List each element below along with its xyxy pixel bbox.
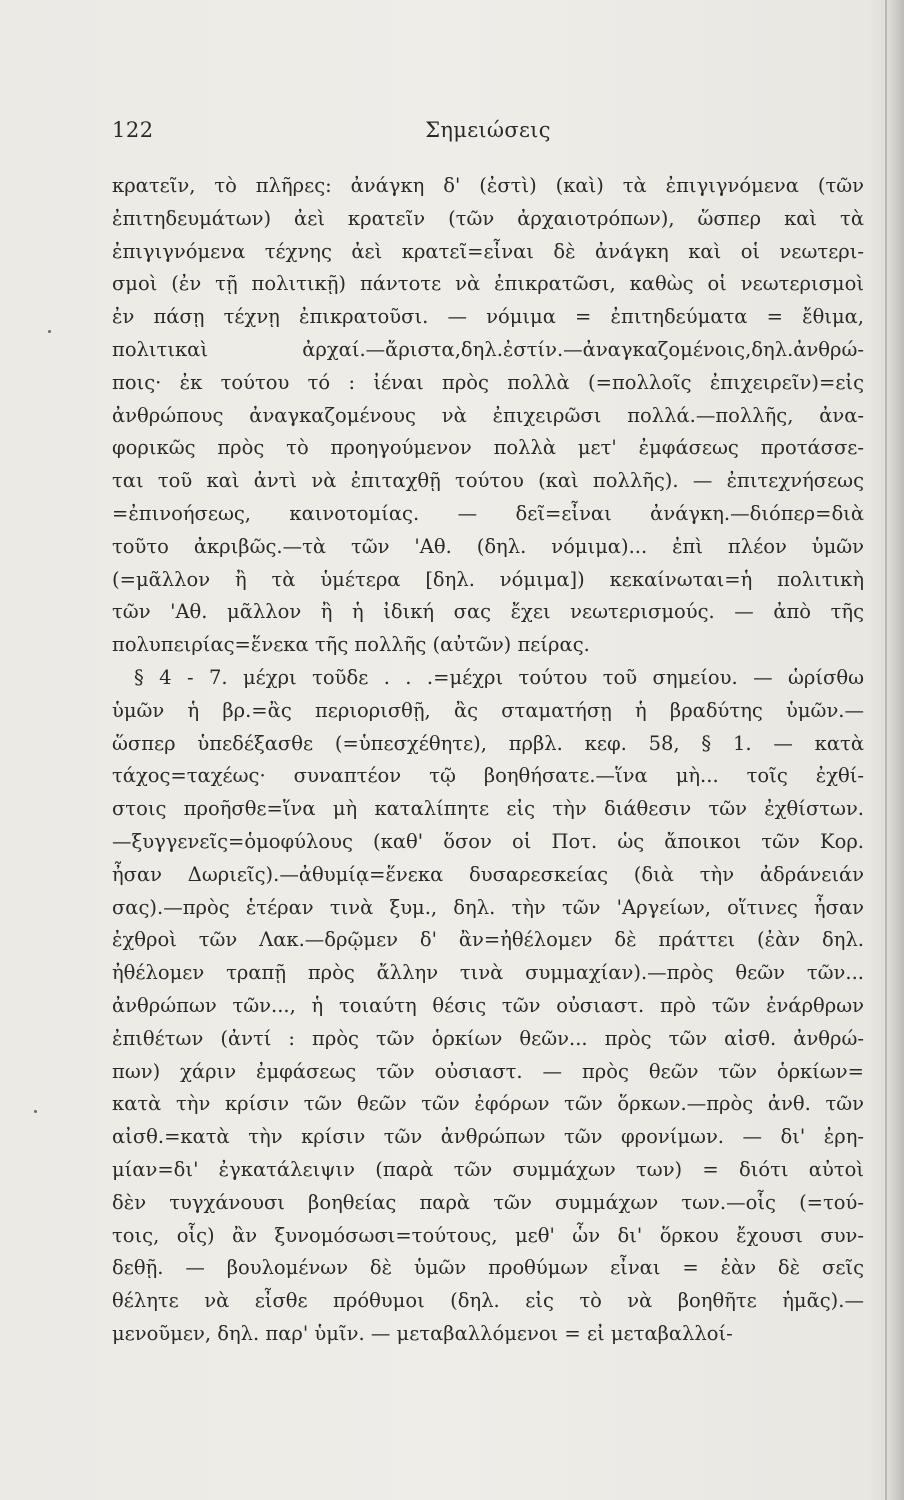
text-line: κατὰ τὴν κρίσιν τῶν θεῶν τῶν ἐφόρων τῶν ὅρκων.—πρὸς ἀνθ. τῶν: [112, 1092, 864, 1116]
text-line: φορικῶς πρὸς τὸ προηγούμενον πολλὰ μετ' ἐμφάσεως προτάσσε-: [112, 436, 864, 460]
text-line: πων) χάριν ἐμφάσεως τῶν οὐσιαστ. — πρὸς θεῶν τῶν ὁρκίων=: [112, 1059, 864, 1083]
text-line: μίαν=δι' ἐγκατάλειψιν (παρὰ τῶν συμμάχων των) = διότι αὐτοὶ: [112, 1157, 864, 1181]
text-line: ἐν πάσῃ τέχνῃ ἐπικρατοῦσι. — νόμιμα = ἐπιτηδεύματα = ἔθιμα,: [112, 305, 864, 329]
text-line: τοῦτο ἀκριβῶς.—τὰ τῶν 'Αθ. (δηλ. νόμιμα)... ἐπὶ πλέον ὑμῶν: [112, 534, 864, 558]
print-speck: [48, 330, 51, 333]
text-line: ἐπιγιγνόμενα τέχνης ἀεὶ κρατεῖ=εἶναι δὲ ἀνάγκη καὶ οἱ νεωτερι-: [112, 239, 864, 263]
text-line: πολυπειρίας=ἕνεκα τῆς πολλῆς (αὐτῶν) πείρας.: [112, 633, 590, 657]
text-line: ἐπιτηδευμάτων) ἀεὶ κρατεῖν (τῶν ἀρχαιοτρόπων), ὥσπερ καὶ τὰ: [112, 206, 864, 230]
text-line: πολιτικαὶ ἀρχαί.—ἄριστα,δηλ.ἐστίν.—ἀναγκαζομένοις,δηλ.ἀνθρώ-: [112, 337, 864, 361]
text-line: ἠθέλομεν τραπῇ πρὸς ἄλλην τινὰ συμμαχίαν).—πρὸς θεῶν τῶν...: [112, 961, 864, 985]
text-line: ὥσπερ ὑπεδέξασθε (=ὑπεσχέθητε), πρβλ. κεφ. 58, § 1. — κατὰ: [112, 731, 864, 755]
text-line: τοις, οἷς) ἂν ξυνομόσωσι=τούτους, μεθ' ὧν δι' ὅρκου ἔχουσι συν-: [112, 1223, 864, 1247]
text-line: ἐχθροὶ τῶν Λακ.—δρῷμεν δ' ἂν=ἠθέλομεν δὲ πράττει (ἐὰν δηλ.: [112, 928, 864, 952]
commentary-text: [112, 170, 864, 1351]
text-line: ἐπιθέτων (ἀντί : πρὸς τῶν ὁρκίων θεῶν... πρὸς τῶν αἰσθ. ἀνθρώ-: [112, 1026, 864, 1050]
text-line: αἰσθ.=κατὰ τὴν κρίσιν τῶν ἀνθρώπων τῶν φρονίμων. — δι' ἐρη-: [112, 1125, 864, 1149]
text-line: ἦσαν Δωριεῖς).—ἀθυμίᾳ=ἕνεκα δυσαρεσκείας (διὰ τὴν ἀδράνειάν: [112, 862, 864, 886]
text-line: ποις· ἐκ τούτου τό : ἰέναι πρὸς πολλὰ (=πολλοῖς ἐπιχειρεῖν)=εἰς: [112, 370, 864, 394]
page-header: [112, 118, 864, 148]
page-gutter-shadow: [884, 0, 904, 1500]
text-line: μενοῦμεν, δηλ. παρ' ὑμῖν. — μεταβαλλόμενοι = εἰ μεταβαλλοί-: [112, 1321, 733, 1345]
text-line: κρατεῖν, τὸ πλῆρες: ἀνάγκη δ' (ἐστὶ) (καὶ) τὰ ἐπιγιγνόμενα (τῶν: [112, 174, 864, 197]
text-line: τάχος=ταχέως· συναπτέον τῷ βοηθήσατε.—ἵνα μὴ... τοῖς ἐχθί-: [112, 764, 864, 788]
text-line: δὲν τυγχάνουσι βοηθείας παρὰ τῶν συμμάχων των.—οἷς (=τού-: [112, 1190, 864, 1214]
page-number: 122: [112, 118, 154, 142]
print-speck: [34, 1110, 37, 1113]
text-line: δεθῇ. — βουλομένων δὲ ὑμῶν προθύμων εἶναι = ἐὰν δὲ σεῖς: [112, 1256, 864, 1280]
text-line: στοις προῆσθε=ἵνα μὴ καταλίπητε εἰς τὴν διάθεσιν τῶν ἐχθίστων.: [112, 797, 864, 821]
text-line: ἀνθρώπους ἀναγκαζομένους νὰ ἐπιχειρῶσι πολλά.—πολλῆς, ἀνα-: [112, 403, 864, 427]
text-line: (=μᾶλλον ἢ τὰ ὑμέτερα [δηλ. νόμιμα]) κεκαίνωται=ἡ πολιτικὴ: [112, 567, 864, 591]
text-line: § 4 - 7. μέχρι τοῦδε . . .=μέχρι τούτου τοῦ σημείου. — ὡρίσθω: [134, 665, 864, 689]
page-gutter-edge: [885, 0, 887, 1500]
text-line: ὑμῶν ἡ βρ.=ἂς περιορισθῇ, ἂς σταματήσῃ ἡ βραδύτης ὑμῶν.—: [112, 698, 864, 722]
text-line: ται τοῦ καὶ ἀντὶ νὰ ἐπιταχθῇ τούτου (καὶ πολλῆς). — ἐπιτεχνήσεως: [112, 469, 864, 493]
text-line: =ἐπινοήσεως, καινοτομίας. — δεῖ=εἶναι ἀνάγκη.—διόπερ=διὰ: [112, 501, 864, 525]
text-line: θέλητε νὰ εἶσθε πρόθυμοι (δηλ. εἰς τὸ νὰ βοηθῆτε ἡμᾶς).—: [112, 1289, 864, 1313]
text-line: σμοὶ (ἐν τῇ πολιτικῇ) πάντοτε νὰ ἐπικρατῶσι, καθὼς οἱ νεωτερισμοὶ: [112, 272, 864, 296]
text-line: —ξυγγενεῖς=ὁμοφύλους (καθ' ὅσον οἱ Ποτ. ὡς ἄποικοι τῶν Κορ.: [112, 829, 864, 853]
text-line: τῶν 'Αθ. μᾶλλον ἢ ἡ ἰδική σας ἔχει νεωτερισμούς. — ἀπὸ τῆς: [112, 600, 864, 624]
running-title: Σημειώσεις: [425, 118, 551, 142]
text-line: ἀνθρώπων τῶν..., ἡ τοιαύτη θέσις τῶν οὐσιαστ. πρὸ τῶν ἐνάρθρων: [112, 993, 864, 1017]
text-line: σας).—πρὸς ἑτέραν τινὰ ξυμ., δηλ. τὴν τῶν 'Αργείων, οἵτινες ἦσαν: [112, 895, 864, 919]
